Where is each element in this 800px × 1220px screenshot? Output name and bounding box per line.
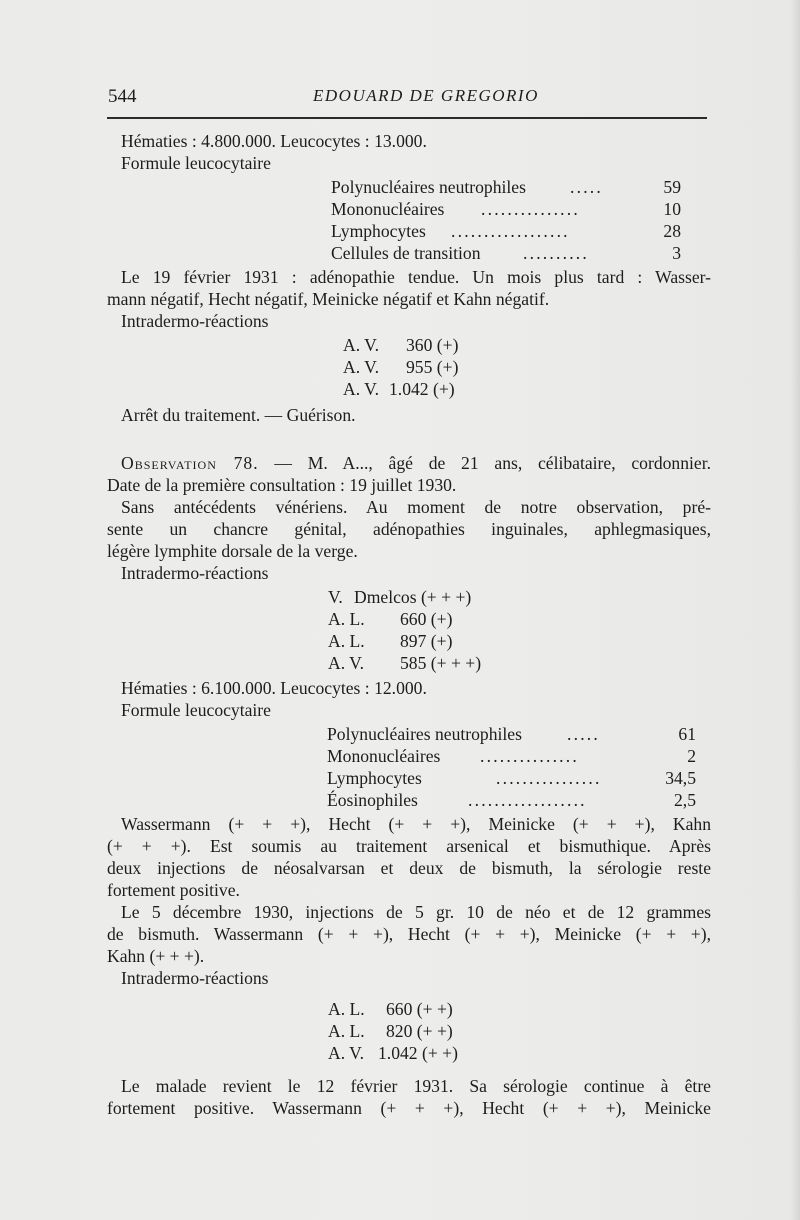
paragraph-line: (+ + +). Est soumis au traitement arsenical et bismuthique. Après	[107, 836, 711, 856]
reaction-value: 1.042 (+ +)	[378, 1043, 458, 1063]
observation-line	[121, 452, 711, 474]
intradermo-heading-3: Intradermo-réactions	[121, 968, 269, 988]
paragraph-line: Le 5 décembre 1930, injections de 5 gr. 10 de néo et de 12 grammes	[121, 902, 711, 922]
paragraph-line: fortement positive. Wassermann (+ + +), Hecht (+ + +), Meinicke	[107, 1098, 711, 1118]
reaction-code: A. V.	[328, 1043, 365, 1063]
table-row-label: Mononucléaires	[331, 199, 445, 219]
reaction-value: 660 (+)	[400, 609, 453, 629]
hematies-line-2: Hématies : 6.100.000. Leucocytes : 12.000.	[121, 678, 427, 698]
reaction-value: 660 (+ +)	[386, 999, 453, 1019]
table-row-dots: ..........	[523, 243, 589, 263]
paragraph-line: Date de la première consultation : 19 juillet 1930.	[107, 475, 457, 495]
table-row-label: Lymphocytes	[327, 768, 422, 788]
table-row-dots: ................	[496, 768, 602, 788]
header-rule	[107, 117, 707, 119]
formule-heading-2: Formule leucocytaire	[121, 700, 271, 720]
paragraph-line: sente un chancre génital, adénopathies inguinales, aphlegmasiques,	[107, 519, 711, 539]
table-row-dots: ..................	[451, 221, 570, 241]
hematies-line-1: Hématies : 4.800.000. Leucocytes : 13.000.	[121, 131, 427, 151]
paragraph-line: Le 19 février 1931 : adénopathie tendue. Un mois plus tard : Wasser-	[121, 267, 711, 287]
table-row-value: 28	[663, 221, 681, 241]
page-number: 544	[108, 86, 137, 107]
table-row-dots: .....	[570, 177, 603, 197]
formule-heading-1: Formule leucocytaire	[121, 153, 271, 173]
table-row-value: 34,5	[665, 768, 696, 788]
reaction-value: 1.042 (+)	[389, 379, 455, 399]
table-row-value: 10	[663, 199, 681, 219]
page-edge-shadow	[790, 0, 800, 1220]
observation-text: — M. A..., âgé de 21 ans, célibataire, cordonnier.	[274, 453, 712, 473]
reaction-code: A. V.	[343, 379, 380, 399]
table-row-label: Polynucléaires neutrophiles	[327, 724, 522, 744]
table-row-dots: ...............	[480, 746, 579, 766]
table-row-value: 3	[672, 243, 681, 263]
reaction-code: A. V.	[343, 335, 380, 355]
paragraph-line: Sans antécédents vénériens. Au moment de notre observation, pré-	[121, 497, 711, 517]
table-row-value: 2,5	[674, 790, 696, 810]
paragraph-line: légère lymphite dorsale de la verge.	[107, 541, 358, 561]
reaction-code: A. L.	[328, 631, 365, 651]
reaction-code: A. V.	[328, 653, 365, 673]
intradermo-heading-1: Intradermo-réactions	[121, 311, 269, 331]
table-row-dots: .....	[567, 724, 600, 744]
reaction-value: 360 (+)	[406, 335, 459, 355]
reaction-code: A. V.	[343, 357, 380, 377]
table-row-value: 2	[687, 746, 696, 766]
observation-heading: Observation 78.	[121, 453, 259, 473]
table-row-label: Lymphocytes	[331, 221, 426, 241]
reaction-value: 955 (+)	[406, 357, 459, 377]
intradermo-heading-2: Intradermo-réactions	[121, 563, 269, 583]
paragraph-line: Kahn (+ + +).	[107, 946, 205, 966]
reaction-value: 820 (+ +)	[386, 1021, 453, 1041]
paragraph-line: Wassermann (+ + +), Hecht (+ + +), Meinicke (+ + +), Kahn	[121, 814, 711, 834]
reaction-code: V.	[328, 587, 343, 607]
reaction-code: A. L.	[328, 1021, 365, 1041]
reaction-code: A. L.	[328, 609, 365, 629]
table-row-value: 59	[663, 177, 681, 197]
table-row-label: Mononucléaires	[327, 746, 441, 766]
paragraph-line: Le malade revient le 12 février 1931. Sa sérologie continue à être	[121, 1076, 711, 1096]
paragraph-line: mann négatif, Hecht négatif, Meinicke négatif et Kahn négatif.	[107, 289, 550, 309]
reaction-value: Dmelcos (+ + +)	[354, 587, 472, 607]
reaction-code: A. L.	[328, 999, 365, 1019]
table-row-label: Polynucléaires neutrophiles	[331, 177, 526, 197]
running-title: EDOUARD DE GREGORIO	[313, 86, 539, 105]
paragraph-line: de bismuth. Wassermann (+ + +), Hecht (+ + +), Meinicke (+ + +),	[107, 924, 711, 944]
table-row-dots: ..................	[468, 790, 587, 810]
paragraph-line: deux injections de néosalvarsan et deux de bismuth, la sérologie reste	[107, 858, 711, 878]
table-row-label: Cellules de transition	[331, 243, 481, 263]
table-row-value: 61	[678, 724, 696, 744]
reaction-value: 585 (+ + +)	[400, 653, 482, 673]
paragraph-line: fortement positive.	[107, 880, 240, 900]
reaction-value: 897 (+)	[400, 631, 453, 651]
table-row-label: Éosinophiles	[327, 790, 418, 810]
arret-line: Arrêt du traitement. — Guérison.	[121, 405, 356, 425]
table-row-dots: ...............	[481, 199, 580, 219]
